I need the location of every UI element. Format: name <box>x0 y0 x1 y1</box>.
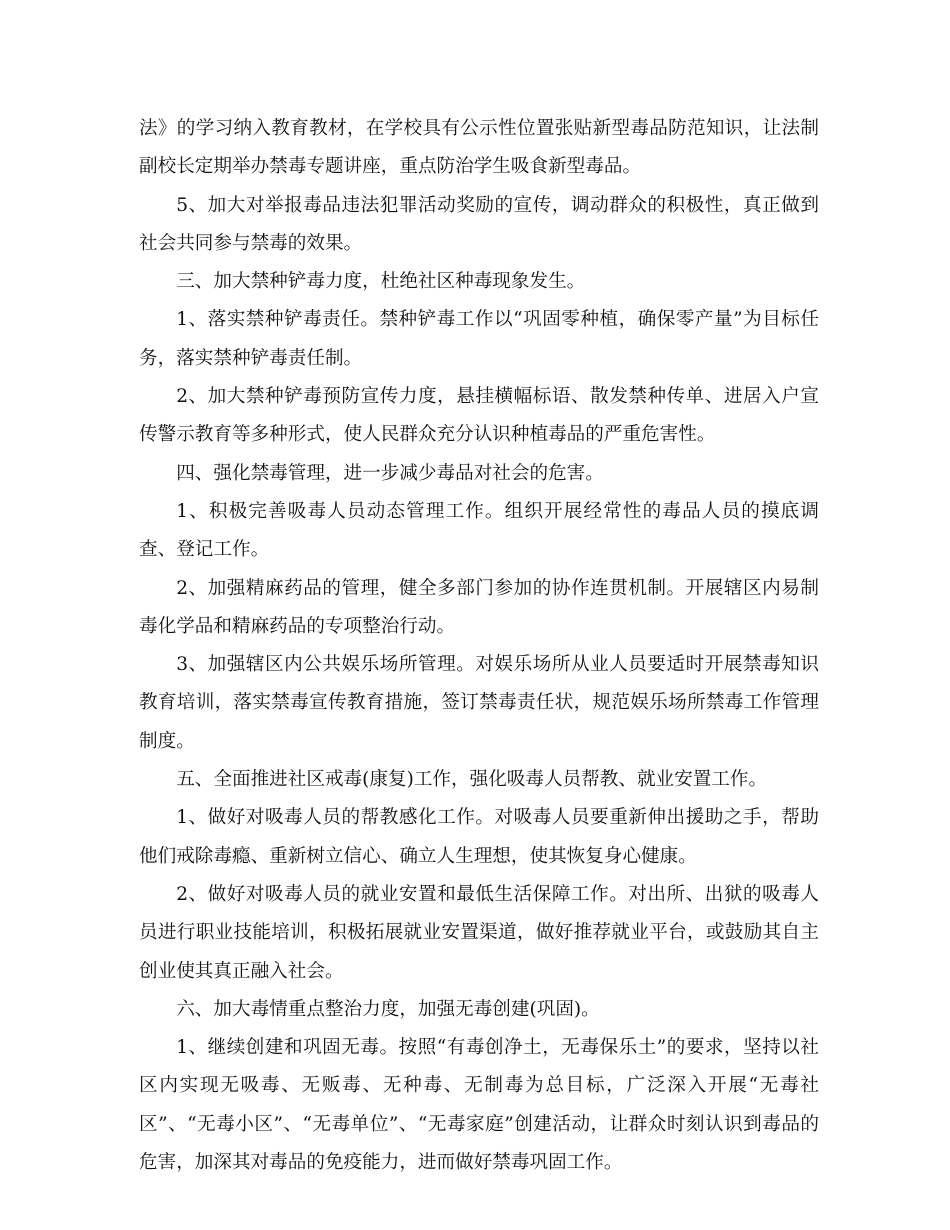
section-heading-4: 四、强化禁毒管理，进一步减少毒品对社会的危害。 <box>176 462 604 484</box>
paragraph-11: 2、做好对吸毒人员的就业安置和最低生活保障工作。对出所、出狱的吸毒人员进行职业技能培训，积极拓展就业安置渠道，做好推荐就业平台，或鼓励其自主创业使其真正融入社会。 <box>139 883 819 982</box>
section-heading-5: 五、全面推进社区戒毒(康复)工作，强化吸毒人员帮教、就业安置工作。 <box>176 769 768 791</box>
paragraph-6: 1、积极完善吸毒人员动态管理工作。组织开展经常性的毒品人员的摸底调查、登记工作。 <box>139 500 819 561</box>
paragraph-0: 法》的学习纳入教育教材，在学校具有公示性位置张贴新型毒品防范知识，让法制副校长定期举办禁毒专题讲座，重点防治学生吸食新型毒品。 <box>139 118 819 178</box>
paragraph-13: 1、继续创建和巩固无毒。按照“有毒创净土，无毒保乐土”的要求，坚持以社区内实现无吸毒、无贩毒、无种毒、无制毒为总目标，广泛深入开展“无毒社区”、“无毒小区”、“无毒单位”、“无毒家庭”创建活动，让群众时刻认识到毒品的危害，加深其对毒品的免疫能力，进而做好禁毒巩固工作。 <box>139 1037 819 1174</box>
paragraph-8: 3、加强辖区内公共娱乐场所管理。对娱乐场所从业人员要适时开展禁毒知识教育培训，落实禁毒宣传教育措施，签订禁毒责任状，规范娱乐场所禁毒工作管理制度。 <box>139 654 819 752</box>
document-body <box>139 110 819 1182</box>
section-heading-6: 六、加大毒情重点整治力度，加强无毒创建(巩固)。 <box>176 998 600 1020</box>
paragraph-10: 1、做好对吸毒人员的帮教感化工作。对吸毒人员要重新伸出援助之手，帮助他们戒除毒瘾、重新树立信心、确立人生理想，使其恢复身心健康。 <box>139 807 819 867</box>
paragraph-7: 2、加强精麻药品的管理，健全多部门参加的协作连贯机制。开展辖区内易制毒化学品和精麻药品的专项整治行动。 <box>139 577 819 637</box>
paragraph-4: 2、加大禁种铲毒预防宣传力度，悬挂横幅标语、散发禁种传单、进居入户宣传警示教育等多种形式，使人民群众充分认识种植毒品的严重危害性。 <box>139 386 819 446</box>
paragraph-3: 1、落实禁种铲毒责任。禁种铲毒工作以“巩固零种植，确保零产量”为目标任务，落实禁种铲毒责任制。 <box>139 309 819 369</box>
section-heading-3: 三、加大禁种铲毒力度，杜绝社区种毒现象发生。 <box>176 271 586 293</box>
paragraph-1: 5、加大对举报毒品违法犯罪活动奖励的宣传，调动群众的积极性，真正做到社会共同参与禁毒的效果。 <box>139 194 819 254</box>
